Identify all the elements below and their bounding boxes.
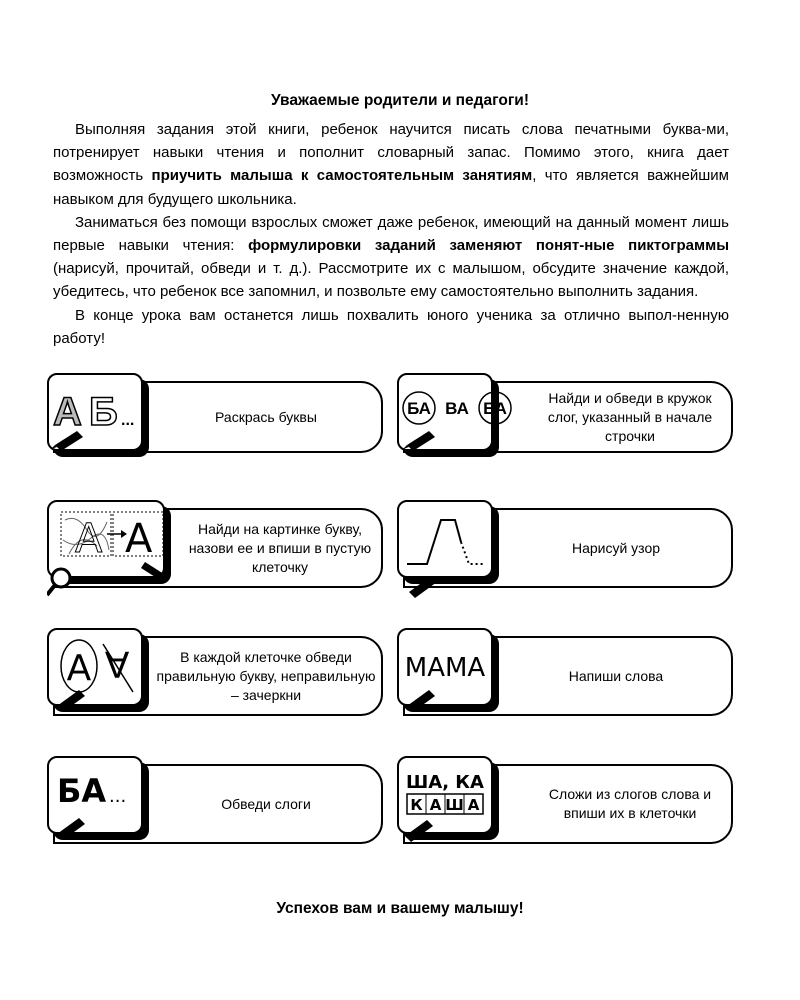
task-label: В каждой клеточке обведи правильную букву, неправильную – зачеркни bbox=[156, 648, 376, 703]
pencil-icon bbox=[407, 690, 435, 712]
svg-text:...: ... bbox=[109, 786, 127, 807]
circle-cross-letter-icon bbox=[47, 628, 149, 712]
task-card-write-words bbox=[397, 628, 733, 718]
task-card-circle-cross-letter bbox=[47, 628, 383, 718]
svg-text:БА: БА bbox=[483, 399, 507, 418]
svg-text:А: А bbox=[467, 796, 480, 814]
pencil-icon bbox=[57, 818, 85, 840]
svg-text:К: К bbox=[410, 796, 423, 814]
pencil-icon bbox=[403, 431, 435, 451]
task-label: Раскрась буквы bbox=[215, 408, 317, 425]
task-card-color-letters bbox=[47, 373, 383, 463]
closing-line: Успехов вам и вашему малышу! bbox=[276, 900, 524, 917]
task-label: Сложи из слогов слова и впиши их в клеточки bbox=[548, 786, 712, 821]
svg-text:МАМА: МАМА bbox=[404, 653, 486, 683]
task-card-find-letter bbox=[47, 500, 383, 590]
svg-text:Ш: Ш bbox=[445, 796, 464, 814]
task-card-compose-words bbox=[397, 756, 733, 846]
pencil-icon bbox=[405, 820, 433, 842]
compose-words-icon bbox=[397, 756, 499, 840]
draw-pattern-icon bbox=[397, 500, 499, 584]
svg-text:А: А bbox=[66, 648, 92, 689]
svg-text:БА: БА bbox=[57, 772, 107, 810]
task-card-trace-syllables bbox=[47, 756, 383, 846]
pencil-icon bbox=[51, 431, 83, 451]
color-letters-icon bbox=[47, 373, 149, 457]
svg-text:...: ... bbox=[121, 412, 135, 429]
svg-text:А: А bbox=[53, 390, 82, 434]
intro-paragraph-2: Заниматься без помощи взрослых сможет даже ребенок, имеющий на данный момент лишь первые навыки чтения: формулировки заданий заменяют понят-ные пиктограммы (нарисуй, прочитай, обведи и т. д.). Рассмотрите их с малышом, обсудите значение каждой, убедитесь, что ребенок все запомнил, и позвольте ему самостоятельно выполнить задания. bbox=[53, 213, 730, 301]
svg-text:ВА: ВА bbox=[445, 399, 469, 418]
svg-text:А: А bbox=[429, 796, 442, 814]
pencil-icon bbox=[57, 690, 85, 712]
write-words-icon bbox=[397, 628, 499, 712]
task-card-circle-syllable bbox=[397, 373, 733, 463]
intro-text bbox=[53, 118, 729, 350]
intro-paragraph-1: Выполняя задания этой книги, ребенок научится писать слова печатными буква-ми, потренирует навыки чтения и пополнит словарный запас. Помимо этого, книга дает возможность приучить малыша к самостоятельным занятиям, что является важнейшим навыком для будущего школьника. bbox=[53, 121, 729, 208]
svg-text:А: А bbox=[104, 643, 130, 684]
page-title: Уважаемые родители и педагоги! bbox=[271, 92, 529, 109]
pencil-icon bbox=[409, 576, 437, 598]
circle-syllable-icon bbox=[397, 373, 507, 457]
svg-text:А: А bbox=[125, 516, 153, 562]
svg-text:ША, КА: ША, КА bbox=[406, 772, 484, 793]
pencil-icon bbox=[141, 562, 167, 582]
task-label: Обведи слоги bbox=[221, 795, 311, 812]
task-label: Найди и обведи в кружок слог, указанный в начале строчки bbox=[547, 389, 713, 444]
svg-text:Б: Б bbox=[89, 390, 118, 434]
task-label: Найди на картинке букву, назови ее и впиши в пустую клеточку bbox=[188, 520, 372, 575]
svg-text:А: А bbox=[75, 516, 103, 562]
intro-paragraph-3: В конце урока вам останется лишь похвалить юного ученика за отлично выпол-ненную работу! bbox=[53, 306, 729, 347]
task-card-draw-pattern bbox=[397, 500, 733, 590]
task-label: Напиши слова bbox=[568, 667, 664, 684]
trace-syllables-icon bbox=[47, 756, 149, 840]
magnifier-icon bbox=[47, 569, 70, 595]
svg-text:БА: БА bbox=[407, 399, 431, 418]
task-label: Нарисуй узор bbox=[571, 539, 661, 556]
